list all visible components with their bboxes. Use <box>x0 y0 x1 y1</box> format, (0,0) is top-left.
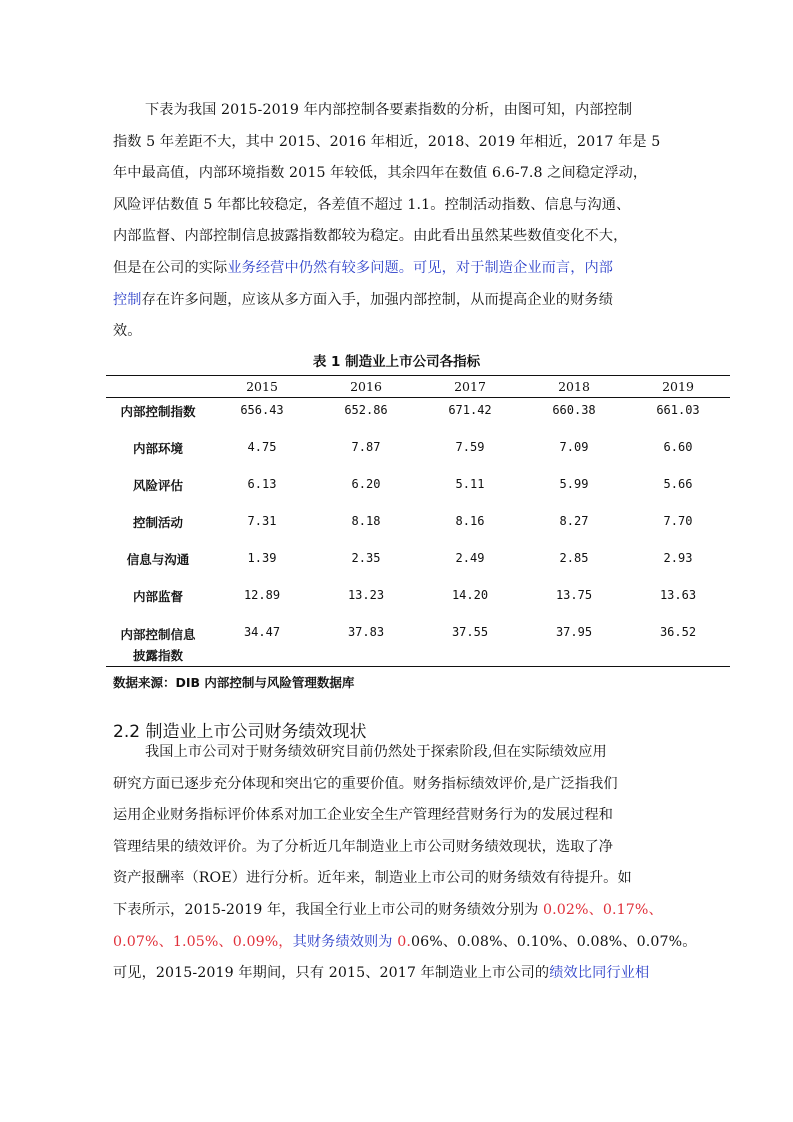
highlighted-text: 业务经营中仍然有较多问题。可见，对于制造企业而言，内部 <box>227 259 614 276</box>
paragraph-financial-performance <box>113 737 697 990</box>
paragraph-line: 管理结果的绩效评价。为了分析近几年制造业上市公司财务绩效现状，选取了净 <box>113 838 614 855</box>
paragraph-line: 内部监督、内部控制信息披露指数都较为稳定。由此看出虽然某些数值变化不大， <box>113 228 628 245</box>
paragraph-line <box>113 927 697 959</box>
header-year-cell: 2019 <box>662 379 694 394</box>
table-cell: 36.52 <box>659 624 697 639</box>
table-cell: 661.03 <box>656 403 700 417</box>
highlighted-value: 0.02%、0.17%、 <box>543 901 663 918</box>
highlighted-value: 0. <box>397 933 411 950</box>
paragraph-line: 我国上市公司对于财务绩效研究目前仍然处于探索阶段,但在实际绩效应用 <box>145 744 607 760</box>
row-label: 控制活动 <box>132 514 183 530</box>
highlighted-text: 其财务绩效则为 <box>292 933 398 950</box>
table-row <box>106 509 730 546</box>
paragraph-line: 年中最高值，内部环境指数 2015 年较低，其余四年在数值 6.6-7.8 之间稳定浮动， <box>113 165 648 182</box>
table-cell: 5.66 <box>663 476 693 491</box>
paragraph-line: 风险评估数值 5 年都比较稳定，各差值不超过 1.1。控制活动指数、信息与沟通、 <box>113 196 631 213</box>
table-cell: 14.20 <box>451 587 489 602</box>
table-cell: 37.83 <box>347 624 385 639</box>
table-header-row <box>106 376 730 398</box>
text-segment: 可见，2015-2019 年期间，只有 2015、2017 年制造业上市公司的 <box>113 965 550 982</box>
table-cell: 34.47 <box>243 624 281 639</box>
table-cell: 37.95 <box>555 624 593 639</box>
table-row <box>106 398 730 435</box>
table-row <box>106 472 730 509</box>
table-row <box>106 435 730 472</box>
table-row <box>106 583 730 620</box>
table-cell: 652.86 <box>344 403 388 417</box>
header-year-cell: 2017 <box>454 379 486 394</box>
table-cell: 2.49 <box>455 550 485 565</box>
indicator-table <box>106 375 730 667</box>
table-cell: 13.23 <box>347 587 385 602</box>
table-cell: 2.85 <box>559 550 589 565</box>
table-cell: 5.11 <box>455 476 485 491</box>
row-label: 内部控制指数 <box>120 404 196 419</box>
row-label: 风险评估 <box>132 477 183 493</box>
table-cell: 4.75 <box>247 439 277 454</box>
highlighted-value: 0.07%、1.05%、0.09%， <box>113 933 293 950</box>
header-year-cell: 2016 <box>350 379 382 394</box>
text-segment: 06%、0.08%、0.10%、0.08%、0.07%。 <box>410 933 697 950</box>
table-cell: 12.89 <box>243 587 281 602</box>
table-cell: 8.18 <box>351 513 381 528</box>
table-cell: 37.55 <box>451 624 489 639</box>
row-label: 内部环境 <box>132 440 183 456</box>
paragraph-line: 下表为我国 2015-2019 年内部控制各要素指数的分析，由图可知，内部控制 <box>145 102 633 118</box>
section-heading: 2.2 制造业上市公司财务绩效现状 <box>113 722 367 742</box>
table-cell: 7.70 <box>663 513 693 528</box>
data-source-note: 数据来源：DIB 内部控制与风险管理数据库 <box>113 675 355 690</box>
text-segment: 下表所示，2015-2019 年，我国全行业上市公司的财务绩效分别为 <box>113 901 544 918</box>
text-segment: 存在许多问题，应该从多方面入手，加强内部控制，从而提高企业的财务绩 <box>141 291 614 308</box>
table-cell: 8.27 <box>559 513 589 528</box>
header-year-cell: 2018 <box>558 379 590 394</box>
table-cell: 671.42 <box>448 403 492 417</box>
paragraph-line: 资产报酬率（ROE）进行分析。近年来，制造业上市公司的财务绩效有待提升。如 <box>113 870 632 887</box>
row-label: 信息与沟通 <box>126 551 190 567</box>
table-cell: 7.09 <box>559 439 589 454</box>
paragraph-line: 研究方面已逐步充分体现和突出它的重要价值。财务指标绩效评价,是广泛指我们 <box>113 775 618 792</box>
table-cell: 6.20 <box>351 476 381 491</box>
row-label: 内部监督 <box>132 588 183 604</box>
row-label-line: 内部控制信息 <box>120 626 196 642</box>
header-year-cell: 2015 <box>246 379 278 394</box>
highlighted-text: 控制 <box>113 291 142 308</box>
text-segment: 但是在公司的实际 <box>113 259 228 276</box>
table-caption: 表 1 制造业上市公司各指标 <box>312 354 481 370</box>
row-label-line: 披露指数 <box>132 647 183 663</box>
highlighted-text: 绩效比同行业相 <box>549 965 650 982</box>
table-cell: 8.16 <box>455 513 485 528</box>
table-cell: 7.31 <box>247 513 277 528</box>
table-cell: 5.99 <box>559 476 589 491</box>
paragraph-line <box>113 895 689 927</box>
table-row <box>106 620 730 667</box>
table-cell: 7.59 <box>455 439 485 454</box>
table-cell: 13.63 <box>659 587 697 602</box>
table-cell: 13.75 <box>555 587 593 602</box>
table-row <box>106 546 730 583</box>
table-cell: 656.43 <box>240 403 284 417</box>
table-cell: 660.38 <box>552 403 596 417</box>
row-label <box>106 620 210 667</box>
paragraph-line: 运用企业财务指标评价体系对加工企业安全生产管理经营财务行为的发展过程和 <box>113 807 614 824</box>
header-empty-cell <box>106 376 210 398</box>
table-cell: 7.87 <box>351 439 381 454</box>
table-cell: 6.13 <box>247 476 277 491</box>
paragraph-line <box>113 285 689 317</box>
paragraph-line: 效。 <box>113 323 142 340</box>
table-cell: 2.35 <box>351 550 381 565</box>
table-cell: 1.39 <box>247 550 277 565</box>
paragraph-internal-control-analysis <box>113 95 689 348</box>
table-cell: 6.60 <box>663 439 693 454</box>
paragraph-line <box>113 958 689 990</box>
paragraph-line: 指数 5 年差距不大，其中 2015、2016 年相近，2018、2019 年相近，2017 年是 5 <box>113 133 661 150</box>
paragraph-line <box>113 253 689 285</box>
table-cell: 2.93 <box>663 550 693 565</box>
